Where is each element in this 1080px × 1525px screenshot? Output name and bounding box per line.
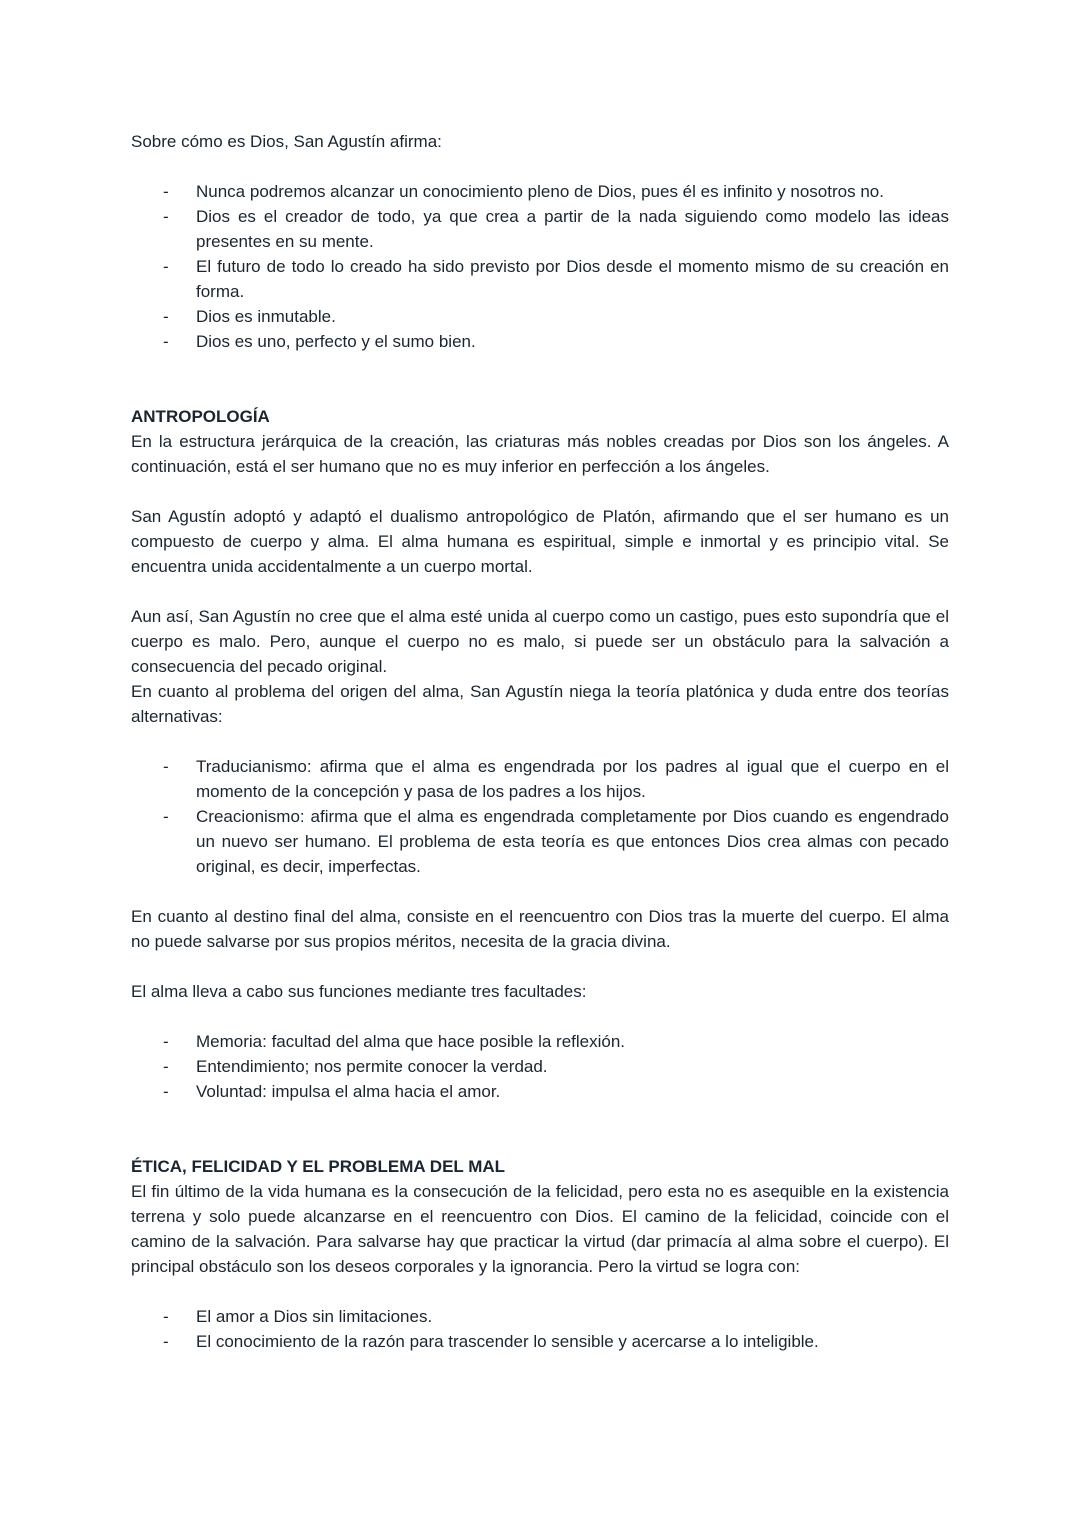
virtue-list (131, 1304, 949, 1354)
list-item: - Voluntad: impulsa el alma hacia el amor. (131, 1079, 949, 1104)
bullet-dash: - (163, 182, 169, 201)
list-item: - El conocimiento de la razón para trascender lo sensible y acercarse a lo inteligible. (131, 1329, 949, 1354)
section-heading-antropologia: ANTROPOLOGÍA (131, 407, 270, 426)
list-item: - El futuro de todo lo creado ha sido previsto por Dios desde el momento mismo de su creación en forma. (131, 254, 949, 304)
list-item: - Traducianismo: afirma que el alma es engendrada por los padres al igual que el cuerpo en el momento de la concepción y pasa de los padres a los hijos. (131, 754, 949, 804)
bullet-dash: - (163, 1032, 169, 1051)
paragraph: El fin último de la vida humana es la consecución de la felicidad, pero esta no es asequible en la existencia terrena y solo puede alcanzarse en el reencuentro con Dios. El camino de la felicidad, coincide con el camino de la salvación. Para salvarse hay que practicar la virtud (dar primacía al alma sobre el cuerpo). El principal obstáculo son los deseos corporales y la ignorancia. Pero la virtud se logra con: (131, 1182, 949, 1276)
document-page (131, 129, 949, 1354)
paragraph: En cuanto al problema del origen del alma, San Agustín niega la teoría platónica y duda entre dos teorías alternativas: (131, 682, 949, 726)
bullet-dash: - (163, 207, 169, 226)
bullet-dash: - (163, 1057, 169, 1076)
intro-paragraph: Sobre cómo es Dios, San Agustín afirma: (131, 132, 442, 151)
paragraph: En la estructura jerárquica de la creación, las criaturas más nobles creadas por Dios son los ángeles. A continuación, está el ser humano que no es muy inferior en perfección a los ángeles. (131, 432, 949, 476)
soul-origin-theories-list (131, 754, 949, 879)
list-item: - Nunca podremos alcanzar un conocimiento pleno de Dios, pues él es infinito y nosotros no. (131, 179, 949, 204)
bullet-dash: - (163, 307, 169, 326)
list-item: - Creacionismo: afirma que el alma es engendrada completamente por Dios cuando es engendrado un nuevo ser humano. El problema de esta teoría es que entonces Dios crea almas con pecado original, es decir, imperfectas. (131, 804, 949, 879)
bullet-dash: - (163, 1332, 169, 1351)
paragraph: Aun así, San Agustín no cree que el alma esté unida al cuerpo como un castigo, pues esto supondría que el cuerpo es malo. Pero, aunque el cuerpo no es malo, si puede ser un obstáculo para la salvación a consecuencia del pecado original. (131, 607, 949, 676)
list-item: - Dios es uno, perfecto y el sumo bien. (131, 329, 949, 354)
section-heading-etica: ÉTICA, FELICIDAD Y EL PROBLEMA DEL MAL (131, 1157, 506, 1176)
bullet-dash: - (163, 332, 169, 351)
list-item: - Entendimiento; nos permite conocer la verdad. (131, 1054, 949, 1079)
paragraph: El alma lleva a cabo sus funciones mediante tres facultades: (131, 982, 587, 1001)
god-attributes-list (131, 179, 949, 354)
soul-faculties-list (131, 1029, 949, 1104)
bullet-dash: - (163, 807, 169, 826)
bullet-dash: - (163, 257, 169, 276)
list-item: - El amor a Dios sin limitaciones. (131, 1304, 949, 1329)
list-item: - Dios es el creador de todo, ya que crea a partir de la nada siguiendo como modelo las ideas presentes en su mente. (131, 204, 949, 254)
list-item: - Dios es inmutable. (131, 304, 949, 329)
paragraph: San Agustín adoptó y adaptó el dualismo antropológico de Platón, afirmando que el ser humano es un compuesto de cuerpo y alma. El alma humana es espiritual, simple e inmortal y es principio vital. Se encuentra unida accidentalmente a un cuerpo mortal. (131, 507, 949, 576)
list-item: - Memoria: facultad del alma que hace posible la reflexión. (131, 1029, 949, 1054)
paragraph: En cuanto al destino final del alma, consiste en el reencuentro con Dios tras la muerte del cuerpo. El alma no puede salvarse por sus propios méritos, necesita de la gracia divina. (131, 907, 949, 951)
bullet-dash: - (163, 1082, 169, 1101)
bullet-dash: - (163, 757, 169, 776)
bullet-dash: - (163, 1307, 169, 1326)
